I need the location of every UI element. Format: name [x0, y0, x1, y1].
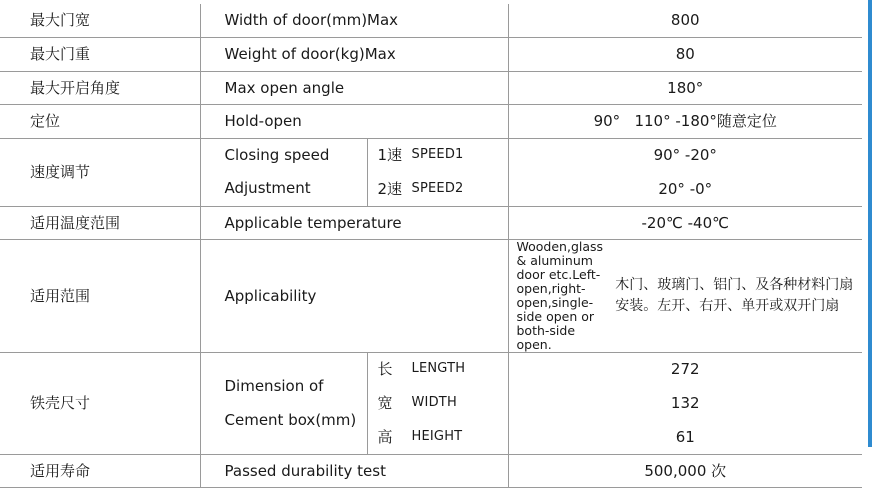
width-value: 132 [509, 386, 863, 420]
speed1-en: SPEED1 [411, 147, 464, 162]
width-zh: 宽 [377, 394, 393, 412]
row-value: 800 [508, 4, 862, 37]
row-label-en: Weight of door(kg)Max [200, 37, 508, 71]
table-row [0, 138, 862, 206]
row-value: -20℃ -40℃ [508, 206, 862, 239]
table-row [0, 239, 862, 352]
row-label-zh: 速度调节 [0, 138, 200, 206]
row-label-zh: 定位 [0, 104, 200, 138]
speed2-zh: 2速 [377, 180, 403, 198]
row-label-en [200, 352, 367, 454]
width-en: WIDTH [411, 395, 457, 410]
row-label-zh: 最大门重 [0, 37, 200, 71]
box-label-line1: Dimension of [224, 377, 324, 395]
row-label-en: Max open angle [200, 71, 508, 104]
speed-label-line2: Adjustment [224, 179, 311, 197]
table-row [0, 4, 862, 37]
length-zh: 长 [377, 360, 393, 378]
row-label-en: Applicability [200, 239, 508, 352]
applicability-text [509, 240, 863, 352]
row-label-zh: 适用寿命 [0, 454, 200, 487]
table-row [0, 352, 862, 454]
speed2-value: 20° -0° [509, 172, 863, 206]
row-label-zh: 适用温度范围 [0, 206, 200, 239]
speed2-label [368, 172, 508, 206]
height-en: HEIGHT [411, 429, 463, 444]
row-value: 180° [508, 71, 862, 104]
row-label-zh: 最大门宽 [0, 4, 200, 37]
row-label-en: Hold-open [200, 104, 508, 138]
speed1-zh: 1速 [377, 146, 403, 164]
table-row [0, 206, 862, 239]
box-subrows [367, 352, 508, 454]
height-value: 61 [509, 420, 863, 454]
height-zh: 高 [377, 428, 393, 446]
applicability-value [508, 239, 862, 352]
accent-bar [868, 0, 872, 447]
speed1-label [368, 139, 508, 172]
row-value: 500,000 次 [508, 454, 862, 487]
speed1-value: 90° -20° [653, 146, 717, 164]
row-value: 80 [508, 37, 862, 71]
row-label-en: Width of door(mm)Max [200, 4, 508, 37]
row-value: 90° 110° -180°随意定位 [508, 104, 862, 138]
row-label-zh: 适用范围 [0, 239, 200, 352]
speed-subrows [367, 138, 508, 206]
table-row [0, 71, 862, 104]
row-label-en: Applicable temperature [200, 206, 508, 239]
row-label-zh: 铁壳尺寸 [0, 352, 200, 454]
speed2-en: SPEED2 [411, 181, 464, 196]
length-label [368, 353, 508, 386]
row-label-en: Passed durability test [200, 454, 508, 487]
row-label-zh: 最大开启角度 [0, 71, 200, 104]
length-en: LENGTH [411, 361, 466, 376]
length-value: 272 [670, 360, 700, 378]
height-label [368, 420, 508, 454]
speed-label-line1: Closing speed [224, 146, 330, 164]
table-row [0, 454, 862, 487]
applicability-en: Wooden,glass & aluminum door etc.Left-open,right-open,single-side open or both-side open. [516, 238, 604, 352]
table-row [0, 37, 862, 71]
spec-table [0, 4, 862, 488]
width-label [368, 386, 508, 420]
speed-values [508, 138, 862, 206]
row-label-en [200, 138, 367, 206]
box-label-line2: Cement box(mm) [224, 411, 357, 429]
table-row [0, 104, 862, 138]
applicability-zh: 木门、玻璃门、铝门、及各种材料门扇安装。左开、右开、单开或双开门扇 [615, 276, 854, 314]
box-values [508, 352, 862, 454]
